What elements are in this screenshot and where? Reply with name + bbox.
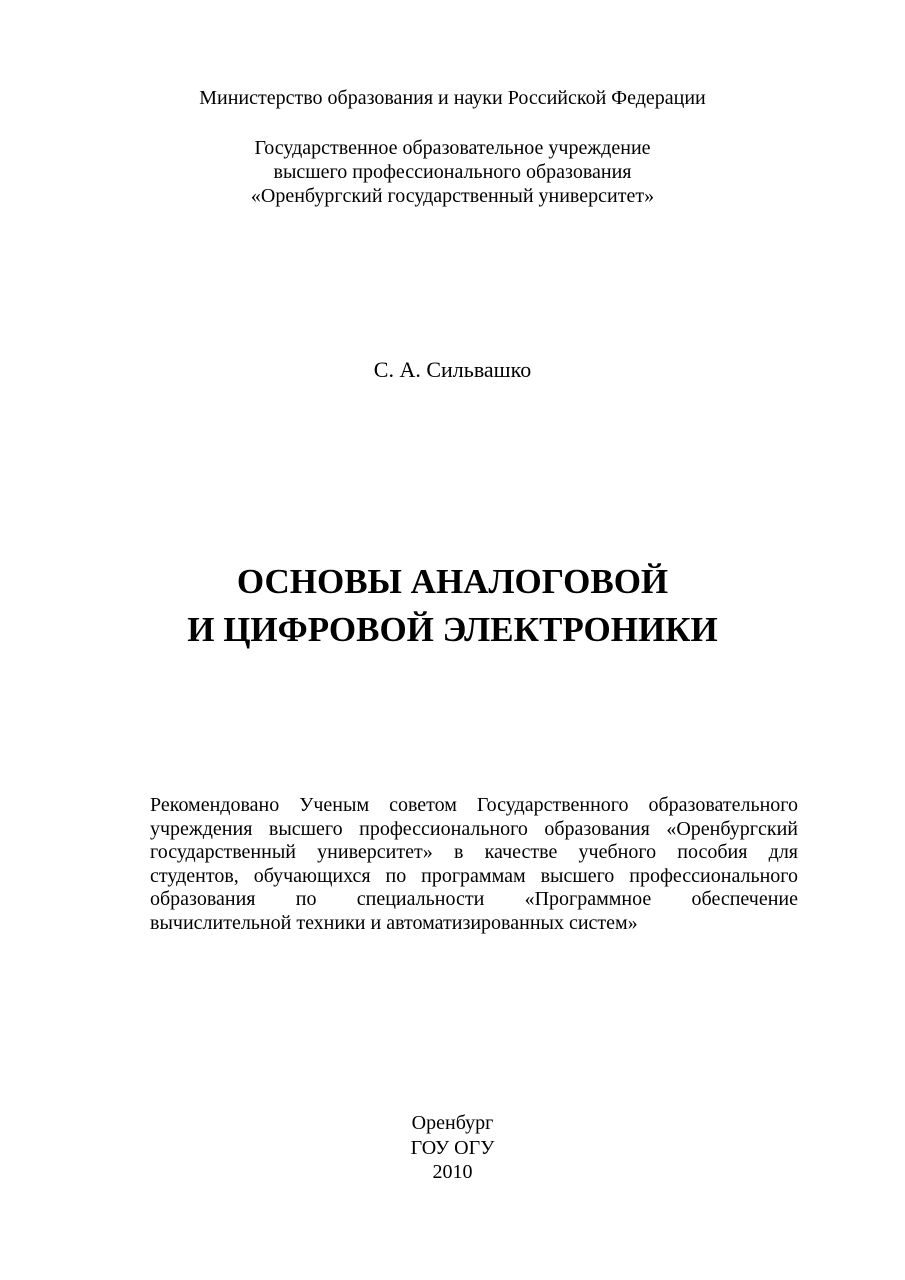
institution-line: «Оренбургский государственный университет» [250,185,655,207]
imprint [0,1111,905,1185]
institution-line: Государственное образовательное учреждение [254,137,651,159]
imprint-year: 2010 [432,1161,473,1183]
recommendation-line: студентов, обучающихся по программам высшего профессионального [150,864,798,887]
ministry-text: Министерство образования и науки Российской Федерации [199,87,706,109]
imprint-city: Оренбург [411,1112,494,1134]
institution-line: высшего профессионального образования [273,161,632,183]
recommendation-line: учреждения высшего профессионального образования «Оренбургский [150,817,798,840]
recommendation-line: вычислительной техники и автоматизированных систем» [150,911,638,934]
recommendation-line: Рекомендовано Ученым советом Государственного образовательного [150,794,798,816]
recommendation-line: образования по специальности «Программное обеспечение [150,888,798,910]
recommendation-line: государственный университет» в качестве учебного пособия для [150,841,798,863]
author-text: С. А. Сильвашко [373,357,532,382]
recommendation-paragraph [150,794,798,935]
book-title [0,558,905,654]
author-name [0,357,905,383]
title-line: И ЦИФРОВОЙ ЭЛЕКТРОНИКИ [187,610,718,649]
institution-heading [0,136,905,208]
imprint-publisher: ГОУ ОГУ [410,1136,495,1159]
title-line: ОСНОВЫ АНАЛОГОВОЙ [236,562,669,601]
ministry-heading [0,86,905,110]
